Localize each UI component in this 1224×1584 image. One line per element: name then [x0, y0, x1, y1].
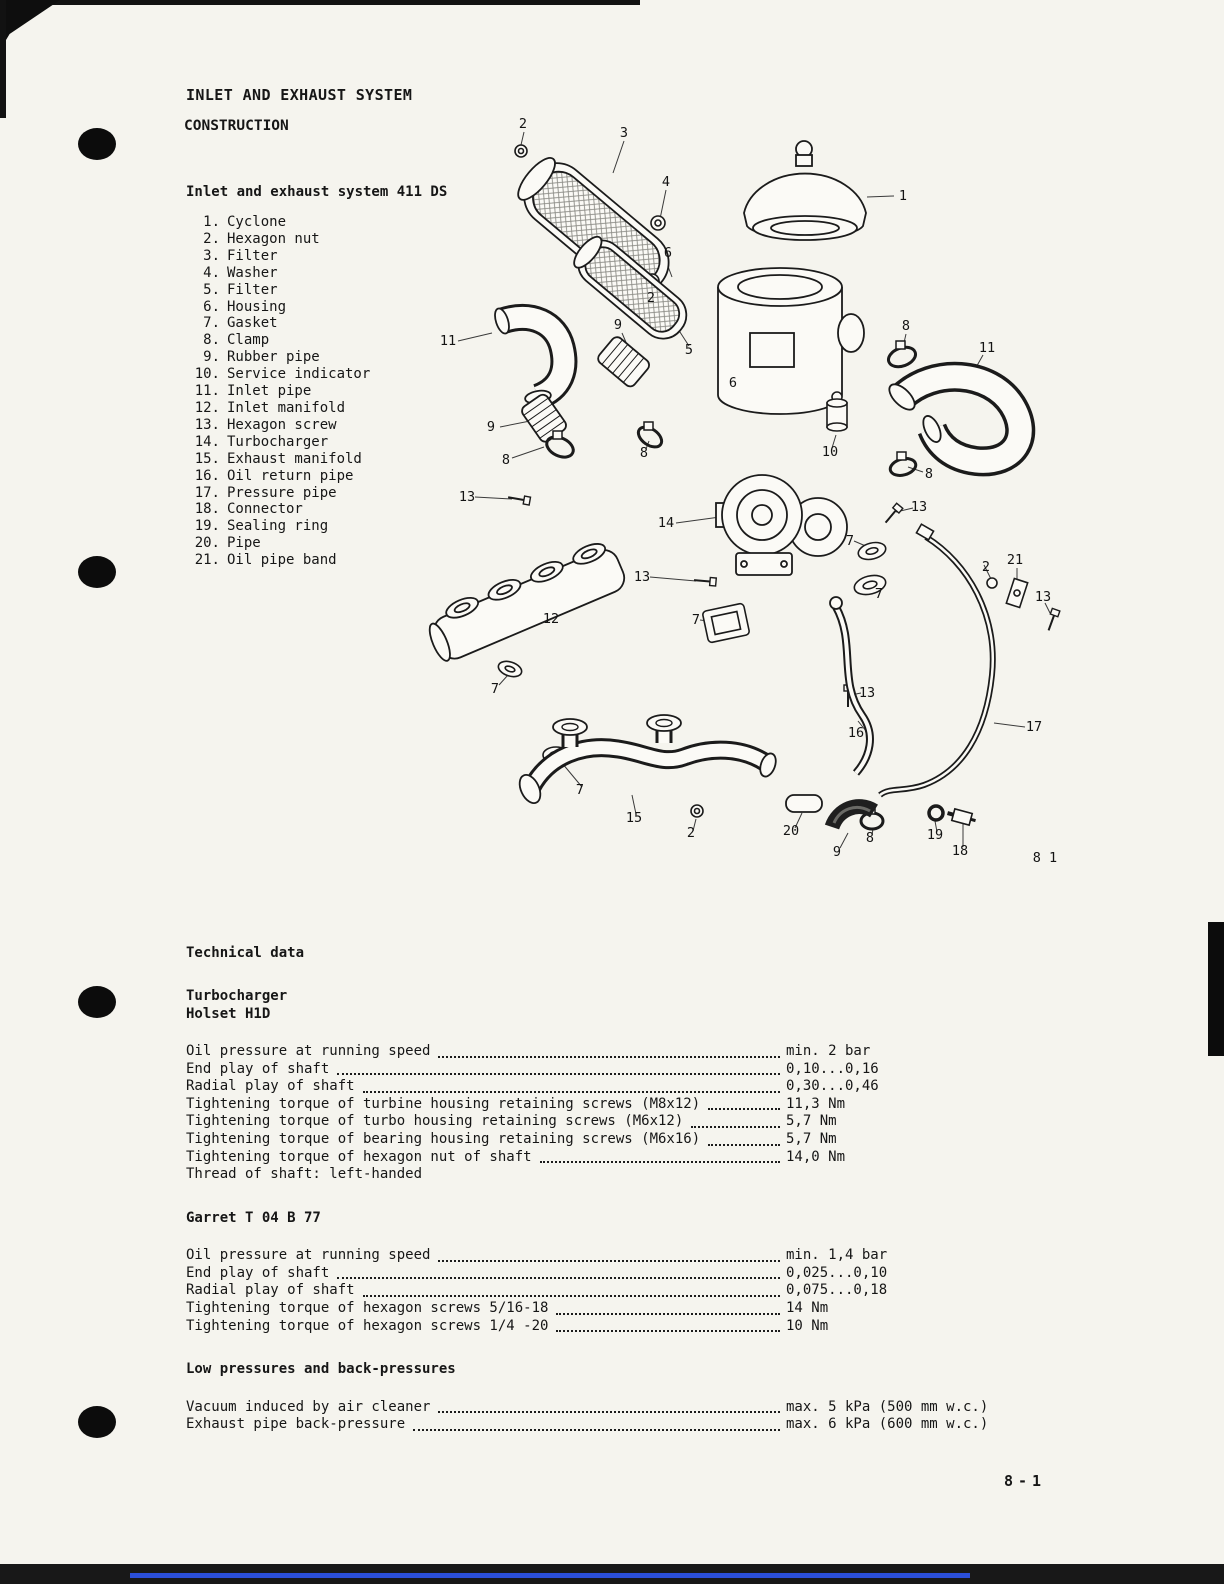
part-number: 7. — [203, 315, 220, 332]
dot-leader — [337, 1277, 780, 1279]
diagram-callout-number: 13 — [458, 489, 476, 505]
diagram-callout-number: 11 — [978, 340, 996, 356]
tech-section-low-pressures — [186, 1361, 1018, 1434]
scan-artifact-top-edge — [0, 0, 640, 5]
part-number: 13. — [194, 416, 220, 433]
tech-row-value: 0,30...0,46 — [786, 1078, 879, 1095]
rubber-pipe-illustration — [596, 335, 652, 389]
tech-row-label: Tightening torque of hexagon screws 5/16-18 — [186, 1300, 549, 1317]
part-number: 19. — [194, 518, 220, 535]
exhaust-manifold-illustration — [516, 715, 779, 806]
sealing-ring-illustration — [929, 806, 943, 820]
diagram-callout-number: 15 — [625, 810, 643, 826]
pipe-20-illustration — [786, 795, 822, 812]
part-number: 15. — [194, 450, 220, 467]
diagram-callout-number: 6 — [728, 375, 738, 391]
part-number: 2. — [203, 230, 220, 247]
part-number: 14. — [194, 433, 220, 450]
part-number: 10. — [194, 366, 220, 383]
tech-row-value: 14 Nm — [786, 1300, 829, 1317]
tech-row-label: Oil pressure at running speed — [186, 1247, 431, 1264]
tech-section-title — [186, 988, 1018, 1023]
inlet-pipe-left-illustration — [492, 307, 564, 405]
tech-section-garret — [186, 1210, 1018, 1335]
tech-row — [186, 1318, 1018, 1336]
housing-illustration — [718, 268, 864, 414]
part-label: Turbocharger — [227, 433, 329, 450]
part-label: Connector — [227, 501, 303, 518]
tech-row-label: Vacuum induced by air cleaner — [186, 1398, 431, 1415]
dot-leader — [363, 1295, 780, 1297]
tech-row-label: Tightening torque of bearing housing retaining screws (M6x16) — [186, 1130, 701, 1147]
tech-row-value: min. 2 bar — [786, 1043, 871, 1059]
dot-leader — [708, 1108, 780, 1110]
tech-title-line: Low pressures and back-pressures — [186, 1361, 456, 1378]
punch-hole — [78, 556, 116, 588]
tech-row-label: Thread of shaft: left-handed — [186, 1166, 423, 1183]
tech-row — [186, 1043, 1018, 1061]
part-label: Filter — [227, 281, 278, 298]
tech-rows — [186, 1043, 1018, 1184]
part-label: Oil return pipe — [227, 467, 354, 484]
tech-row — [186, 1247, 1018, 1265]
tech-row — [186, 1078, 1018, 1096]
tech-row — [186, 1282, 1018, 1300]
tech-rows — [186, 1247, 1018, 1335]
part-label: Inlet manifold — [227, 399, 346, 416]
tech-rows — [186, 1399, 1018, 1434]
diagram-callout-number: 12 — [542, 611, 560, 627]
part-number: 20. — [194, 535, 220, 552]
diagram-callout-number: 13 — [910, 499, 928, 515]
tech-row-label: End play of shaft — [186, 1264, 330, 1281]
part-number: 1. — [203, 214, 220, 230]
part-label: Gasket — [227, 315, 278, 332]
part-label: Sealing ring — [227, 518, 329, 535]
oil-pipe-band-illustration — [987, 578, 1028, 608]
diagram-callout-number: 7 — [874, 586, 884, 602]
diagram-svg — [420, 95, 1120, 875]
dot-leader — [438, 1056, 780, 1058]
diagram-callout-number: 9 — [613, 317, 623, 333]
part-label: Cyclone — [227, 214, 287, 230]
tech-title-line: Garret T 04 B 77 — [186, 1209, 321, 1226]
section-heading-construction: CONSTRUCTION — [184, 118, 289, 134]
tech-row — [186, 1416, 1018, 1434]
tech-row-value: 5,7 Nm — [786, 1113, 837, 1130]
part-label: Clamp — [227, 332, 270, 349]
diagram-callout-number: 8 — [901, 318, 911, 334]
punch-hole — [78, 986, 116, 1018]
diagram-callout-number: 19 — [926, 827, 944, 843]
page-number: 8-1 — [1004, 1472, 1047, 1490]
part-label: Washer — [227, 264, 278, 281]
diagram-callout-number: 20 — [782, 823, 800, 839]
tech-row-label: Radial play of shaft — [186, 1282, 355, 1299]
diagram-callout-number: 2 — [981, 559, 991, 575]
diagram-callout-number: 9 — [486, 419, 496, 435]
part-number: 18. — [194, 501, 220, 518]
dot-leader — [337, 1073, 780, 1075]
tech-row-value: 10 Nm — [786, 1317, 829, 1334]
cyclone-illustration — [744, 141, 866, 240]
scan-artifact-blue-line — [130, 1573, 970, 1578]
scan-artifact-right-tab — [1208, 922, 1224, 1056]
part-number: 17. — [194, 484, 220, 501]
diagram-callout-number: 2 — [518, 116, 528, 132]
tech-row-label: Tightening torque of hexagon nut of shaft — [186, 1148, 532, 1165]
part-number: 5. — [203, 281, 220, 298]
rubber-elbow-illustration — [832, 807, 874, 827]
tech-row-value: 0,075...0,18 — [786, 1282, 888, 1299]
dot-leader — [691, 1126, 780, 1128]
tech-row — [186, 1300, 1018, 1318]
diagram-callout-number: 16 — [847, 725, 865, 741]
diagram-callout-number: 10 — [821, 444, 839, 460]
part-number: 21. — [194, 552, 220, 569]
diagram-callout-number: 2 — [686, 825, 696, 841]
inlet-pipe-right-illustration — [885, 377, 1020, 462]
tech-row — [186, 1061, 1018, 1079]
part-number: 12. — [194, 399, 220, 416]
tech-row — [186, 1265, 1018, 1283]
page-title: INLET AND EXHAUST SYSTEM — [186, 86, 413, 104]
tech-row-value: max. 6 kPa (600 mm w.c.) — [786, 1416, 989, 1433]
diagram-callout-number: 4 — [661, 174, 671, 190]
nut-bottom-illustration — [691, 805, 703, 817]
tech-row-value: min. 1,4 bar — [786, 1247, 888, 1264]
dot-leader — [363, 1091, 780, 1093]
diagram-callout-number: 21 — [1006, 552, 1024, 568]
part-label: Inlet pipe — [227, 383, 312, 400]
diagram-callout-number: 13 — [1034, 589, 1052, 605]
dot-leader — [708, 1144, 780, 1146]
tech-section-title — [186, 1361, 1018, 1379]
tech-row — [186, 1096, 1018, 1114]
part-number: 16. — [194, 467, 220, 484]
tech-row — [186, 1149, 1018, 1167]
pressure-pipe-illustration — [880, 524, 993, 795]
tech-row-label: Tightening torque of turbo housing retaining screws (M6x12) — [186, 1113, 684, 1130]
tech-section-holset — [186, 988, 1018, 1184]
part-label: Hexagon screw — [227, 416, 337, 433]
diagram-callout-number: 11 — [439, 333, 457, 349]
tech-row-value: 5,7 Nm — [786, 1130, 837, 1147]
diagram-callout-number: 8 — [639, 445, 649, 461]
figure-ref: 8 1 — [1032, 850, 1058, 866]
diagram-callout-number: 14 — [657, 515, 675, 531]
tech-section-title — [186, 1210, 1018, 1228]
punch-hole — [78, 128, 116, 160]
diagram-callout-number: 8 — [501, 452, 511, 468]
tech-row-value: 0,10...0,16 — [786, 1060, 879, 1077]
part-number: 11. — [194, 383, 220, 400]
part-label: Rubber pipe — [227, 349, 320, 366]
tech-row-value: 14,0 Nm — [786, 1148, 846, 1165]
diagram-callout-number: 13 — [858, 685, 876, 701]
part-label: Pipe — [227, 535, 261, 552]
scan-artifact-corner — [0, 0, 60, 50]
technical-data-block — [186, 944, 1018, 1434]
tech-title-line: Turbocharger — [186, 988, 288, 1004]
tech-row — [186, 1113, 1018, 1131]
dot-leader — [413, 1429, 780, 1431]
tech-row — [186, 1399, 1018, 1417]
dot-leader — [556, 1330, 780, 1332]
diagram-callout-number: 9 — [832, 844, 842, 860]
turbocharger-illustration — [716, 475, 847, 575]
diagram-callout-number: 7 — [691, 612, 701, 628]
tech-row-label: Radial play of shaft — [186, 1078, 355, 1095]
tech-row-value: max. 5 kPa (500 mm w.c.) — [786, 1398, 989, 1415]
diagram-callout-number: 13 — [633, 569, 651, 585]
diagram-callout-number: 6 — [663, 245, 673, 261]
tech-row — [186, 1166, 1018, 1184]
diagram-callout-number: 7 — [845, 533, 855, 549]
part-number: 8. — [203, 332, 220, 349]
part-number: 3. — [203, 247, 220, 264]
tech-row-value: 11,3 Nm — [786, 1095, 846, 1112]
tech-row-label: Exhaust pipe back-pressure — [186, 1416, 406, 1433]
diagram-callout-number: 2 — [646, 290, 656, 306]
diagram-callout-number: 5 — [684, 342, 694, 358]
part-label: Service indicator — [227, 366, 371, 383]
part-number: 9. — [203, 349, 220, 366]
tech-row-label: Tightening torque of turbine housing retaining screws (M8x12) — [186, 1095, 701, 1112]
diagram-callout-number: 3 — [619, 125, 629, 141]
part-label: Pressure pipe — [227, 484, 337, 501]
part-label: Oil pipe band — [227, 552, 337, 569]
scan-artifact-left-edge — [0, 0, 6, 118]
part-label: Hexagon nut — [227, 230, 320, 247]
diagram-callout-number: 7 — [575, 782, 585, 798]
tech-row — [186, 1131, 1018, 1149]
diagram-callout-number: 8 — [865, 830, 875, 846]
tech-row-label: Oil pressure at running speed — [186, 1043, 431, 1059]
tech-row-label: Tightening torque of hexagon screws 1/4 -20 — [186, 1317, 549, 1334]
diagram-callout-number: 1 — [898, 188, 908, 204]
part-number: 4. — [203, 264, 220, 281]
punch-hole — [78, 1406, 116, 1438]
connector-illustration — [946, 807, 977, 826]
inlet-manifold-illustration — [421, 537, 629, 665]
dot-leader — [540, 1161, 780, 1163]
tech-row-label: End play of shaft — [186, 1060, 330, 1077]
diagram-callout-number: 17 — [1025, 719, 1043, 735]
diagram-callout-number: 18 — [951, 843, 969, 859]
part-label: Exhaust manifold — [227, 450, 362, 467]
tech-row-value: 0,025...0,10 — [786, 1264, 888, 1281]
diagram-callout-number: 8 — [924, 466, 934, 482]
diagram-callout-number: 7 — [490, 681, 500, 697]
parts-legend-heading: Inlet and exhaust system 411 DS — [186, 184, 448, 200]
tech-title-line: Holset H1D — [186, 1005, 271, 1022]
part-label: Housing — [227, 298, 287, 315]
dot-leader — [438, 1411, 780, 1413]
technical-data-heading: Technical data — [186, 945, 305, 961]
dot-leader — [556, 1313, 780, 1315]
part-number: 6. — [203, 298, 220, 315]
exploded-view-diagram — [420, 95, 1120, 875]
part-label: Filter — [227, 247, 278, 264]
dot-leader — [438, 1260, 780, 1262]
